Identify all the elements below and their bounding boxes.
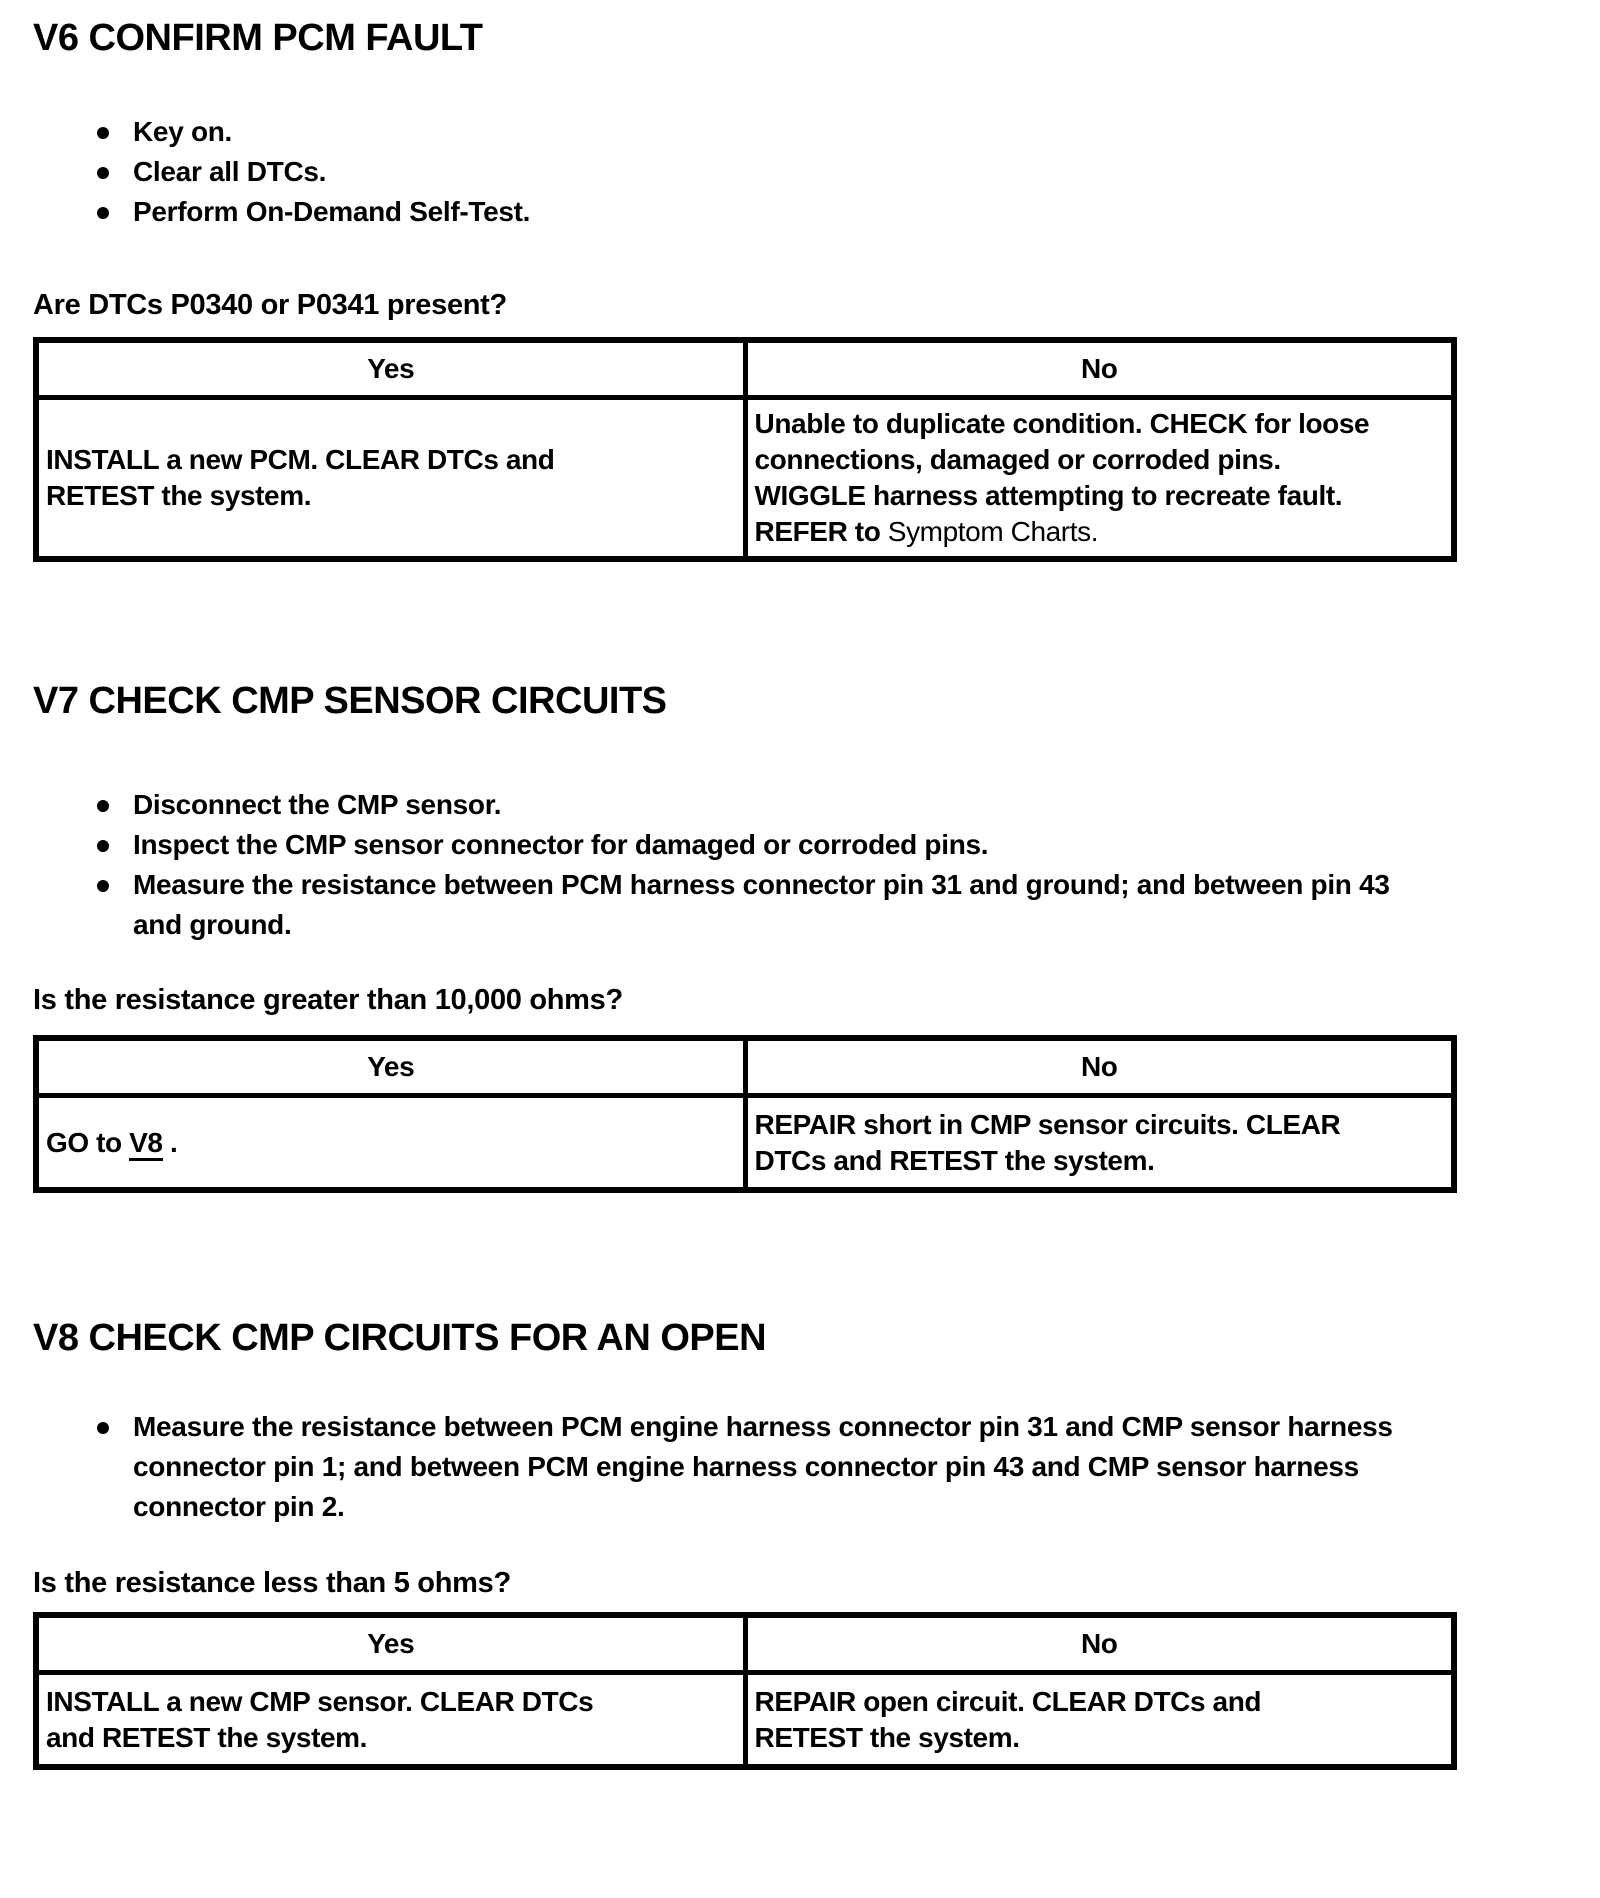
no-cell [745, 1096, 1454, 1191]
question-v8: Is the resistance less than 5 ohms? [33, 1567, 511, 1599]
table-row [36, 398, 1454, 560]
bullet-text: Measure the resistance between PCM engine harness connector pin 31 and CMP sensor harness [133, 1411, 1393, 1442]
bullet-text: and ground. [133, 909, 292, 940]
table-header-row [36, 340, 1454, 398]
bullet-text: Disconnect the CMP sensor. [133, 789, 502, 820]
bullet-icon [97, 880, 109, 892]
bullet-text: Measure the resistance between PCM harness connector pin 31 and ground; and between pin 43 [133, 869, 1390, 900]
cell-line [46, 1127, 177, 1161]
bullet-icon [97, 1422, 109, 1434]
cell-line: REPAIR open circuit. CLEAR DTCs and [754, 1685, 1262, 1717]
bullet-text: connector pin 1; and between PCM engine harness connector pin 43 and CMP sensor harness [133, 1451, 1359, 1482]
bullet-list-v6 [33, 112, 530, 232]
decision-table-v8 [33, 1612, 1457, 1770]
list-item [33, 785, 1390, 825]
yes-column-header: Yes [36, 1615, 745, 1673]
decision-table-v7 [33, 1035, 1457, 1193]
cell-line: DTCs and RETEST the system. [754, 1144, 1155, 1176]
section-heading-v8: V8 CHECK CMP CIRCUITS FOR AN OPEN [33, 1317, 767, 1359]
bullet-text: Clear all DTCs. [133, 156, 327, 187]
no-column-header: No [745, 340, 1454, 398]
no-column-header: No [745, 1038, 1454, 1096]
bullet-text: Perform On-Demand Self-Test. [133, 196, 531, 227]
go-to-label: GO to [46, 1126, 130, 1158]
symptom-charts-reference: Symptom Charts. [887, 516, 1099, 547]
bullet-icon [97, 800, 109, 812]
question-v7: Is the resistance greater than 10,000 ohms? [33, 984, 623, 1016]
list-item [33, 825, 1390, 865]
cell-line: INSTALL a new PCM. CLEAR DTCs and [46, 444, 555, 475]
yes-cell [36, 398, 745, 560]
cell-line: connections, damaged or corroded pins. [754, 444, 1281, 475]
cell-line [755, 514, 1445, 550]
cell-line: and RETEST the system. [46, 1721, 368, 1753]
cell-line: REPAIR short in CMP sensor circuits. CLEAR [754, 1108, 1341, 1140]
yes-cell [36, 1673, 745, 1768]
no-cell [745, 398, 1454, 560]
bullet-text: connector pin 2. [133, 1491, 345, 1522]
question-v6: Are DTCs P0340 or P0341 present? [33, 289, 507, 321]
bullet-text: Key on. [133, 116, 233, 147]
decision-table-v6 [33, 337, 1457, 562]
cell-line: RETEST the system. [754, 1721, 1020, 1753]
cell-line: RETEST the system. [46, 480, 312, 511]
table-header-row [36, 1615, 1454, 1673]
bullet-list-v8 [33, 1407, 1393, 1527]
no-column-header: No [745, 1615, 1454, 1673]
go-to-suffix: . [162, 1126, 178, 1158]
list-item [33, 152, 530, 192]
list-item [33, 1407, 1393, 1527]
table-header-row [36, 1038, 1454, 1096]
v8-step-link[interactable]: V8 [129, 1127, 162, 1161]
cell-line: WIGGLE harness attempting to recreate fault. [754, 480, 1343, 511]
list-item [33, 112, 530, 152]
bullet-icon [97, 207, 109, 219]
bullet-icon [97, 127, 109, 139]
cell-line: INSTALL a new CMP sensor. CLEAR DTCs [46, 1685, 594, 1717]
bullet-icon [97, 167, 109, 179]
bullet-icon [97, 840, 109, 852]
list-item [33, 865, 1390, 945]
section-heading-v6: V6 CONFIRM PCM FAULT [33, 17, 483, 59]
bullet-text: Inspect the CMP sensor connector for damaged or corroded pins. [133, 829, 989, 860]
list-item [33, 192, 530, 232]
yes-column-header: Yes [36, 1038, 745, 1096]
section-heading-v7: V7 CHECK CMP SENSOR CIRCUITS [33, 680, 667, 722]
yes-cell [36, 1096, 745, 1191]
yes-column-header: Yes [36, 340, 745, 398]
cell-line: Unable to duplicate condition. CHECK for loose [754, 408, 1370, 439]
bullet-list-v7 [33, 785, 1390, 945]
refer-to-label: REFER to [754, 516, 888, 547]
table-row [36, 1096, 1454, 1191]
no-cell [745, 1673, 1454, 1768]
table-row [36, 1673, 1454, 1768]
